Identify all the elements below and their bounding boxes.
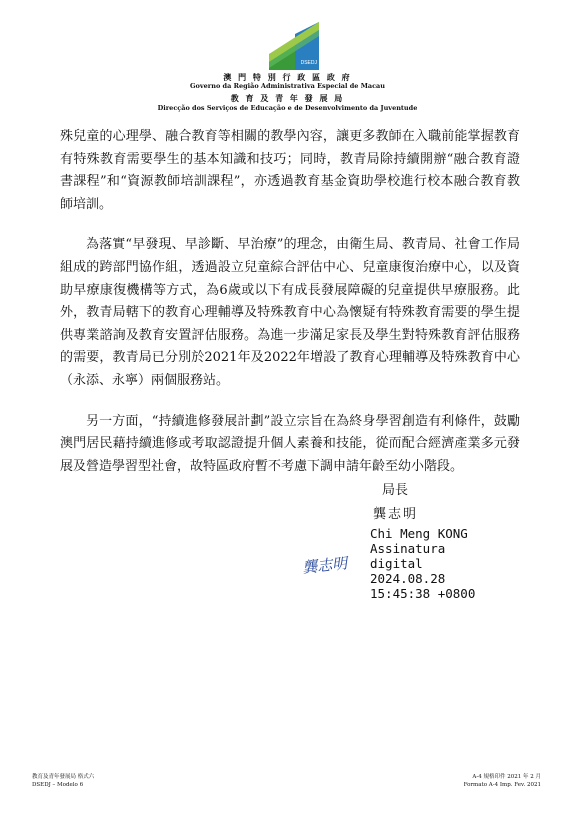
footer-left bbox=[32, 773, 94, 789]
dsedj-logo-icon bbox=[265, 20, 323, 70]
handwritten-signature-text: 龔志明 bbox=[301, 554, 348, 577]
footer-print-spec-portuguese: Formato A-4 Imp. Fev. 2021 bbox=[463, 782, 541, 788]
digital-signature: Chi Meng KONG Assinatura digital 2024.08.28 15:45:38 +0800 bbox=[370, 526, 476, 601]
letter-body bbox=[60, 126, 520, 478]
logo-text: DSEDJ bbox=[300, 60, 317, 66]
gov-name-portuguese: Governo da Região Administrativa Especial de Macau bbox=[190, 82, 385, 90]
gov-name-chinese: 澳 門 特 別 行 政 區 政 府 bbox=[223, 72, 352, 82]
signer-name: 龔志明 bbox=[373, 507, 419, 522]
paragraph-3: 另一方面，“持續進修發展計劃”設立宗旨在為終身學習創造有利條件，鼓勵澳門居民藉持續進修或考取認證提升個人素養和技能，從而配合經濟產業多元發展及營造學習型社會，故特區政府暫不考慮下調申請年齡至幼小階段。 bbox=[60, 413, 520, 474]
bureau-name-portuguese: Direcção dos Serviços de Educação e de Desenvolvimento da Juventude bbox=[157, 104, 418, 112]
footer-form-name: 教育及青年發展局 格式六 bbox=[32, 774, 95, 780]
footer-right bbox=[464, 773, 541, 789]
bureau-name-chinese: 教 育 及 青 年 發 展 局 bbox=[230, 93, 345, 103]
footer-form-code: DSEDJ – Modelo 6 bbox=[32, 782, 84, 788]
paragraph-2: 為落實“早發現、早診斷、早治療”的理念，由衛生局、教青局、社會工作局組成的跨部門協作組，透過設立兒童綜合評估中心、兒童康復治療中心，以及資助早療康復機構等方式，為6歲或以下有成長發展障礙的兒童提供早療服務。此外，教青局轄下的教育心理輔導及特殊教育中心為懷疑有特殊教育需要的學生提供專業諮詢及教育安置評估服務。為進一步滿足家長及學生對特殊教育評估服務的需要，教青局已分別於2021年及2022年增設了教育心理輔導及特殊教育中心（永添、永寧）兩個服務站。 bbox=[60, 237, 520, 388]
footer-print-spec-chinese: A-4 規格印件 2021 年 2 月 bbox=[472, 774, 541, 780]
paragraph-1: 殊兒童的心理學、融合教育等相關的教學內容，讓更多教師在入職前能掌握教育有特殊教育需要學生的基本知識和技巧；同時，教青局除持續開辦“融合教育證書課程”和“資源教師培訓課程”，亦透過教育基金資助學校進行校本融合教育教師培訓。 bbox=[60, 129, 520, 212]
signer-title: 局長 bbox=[382, 483, 409, 498]
handwritten-signature-icon bbox=[300, 548, 364, 580]
